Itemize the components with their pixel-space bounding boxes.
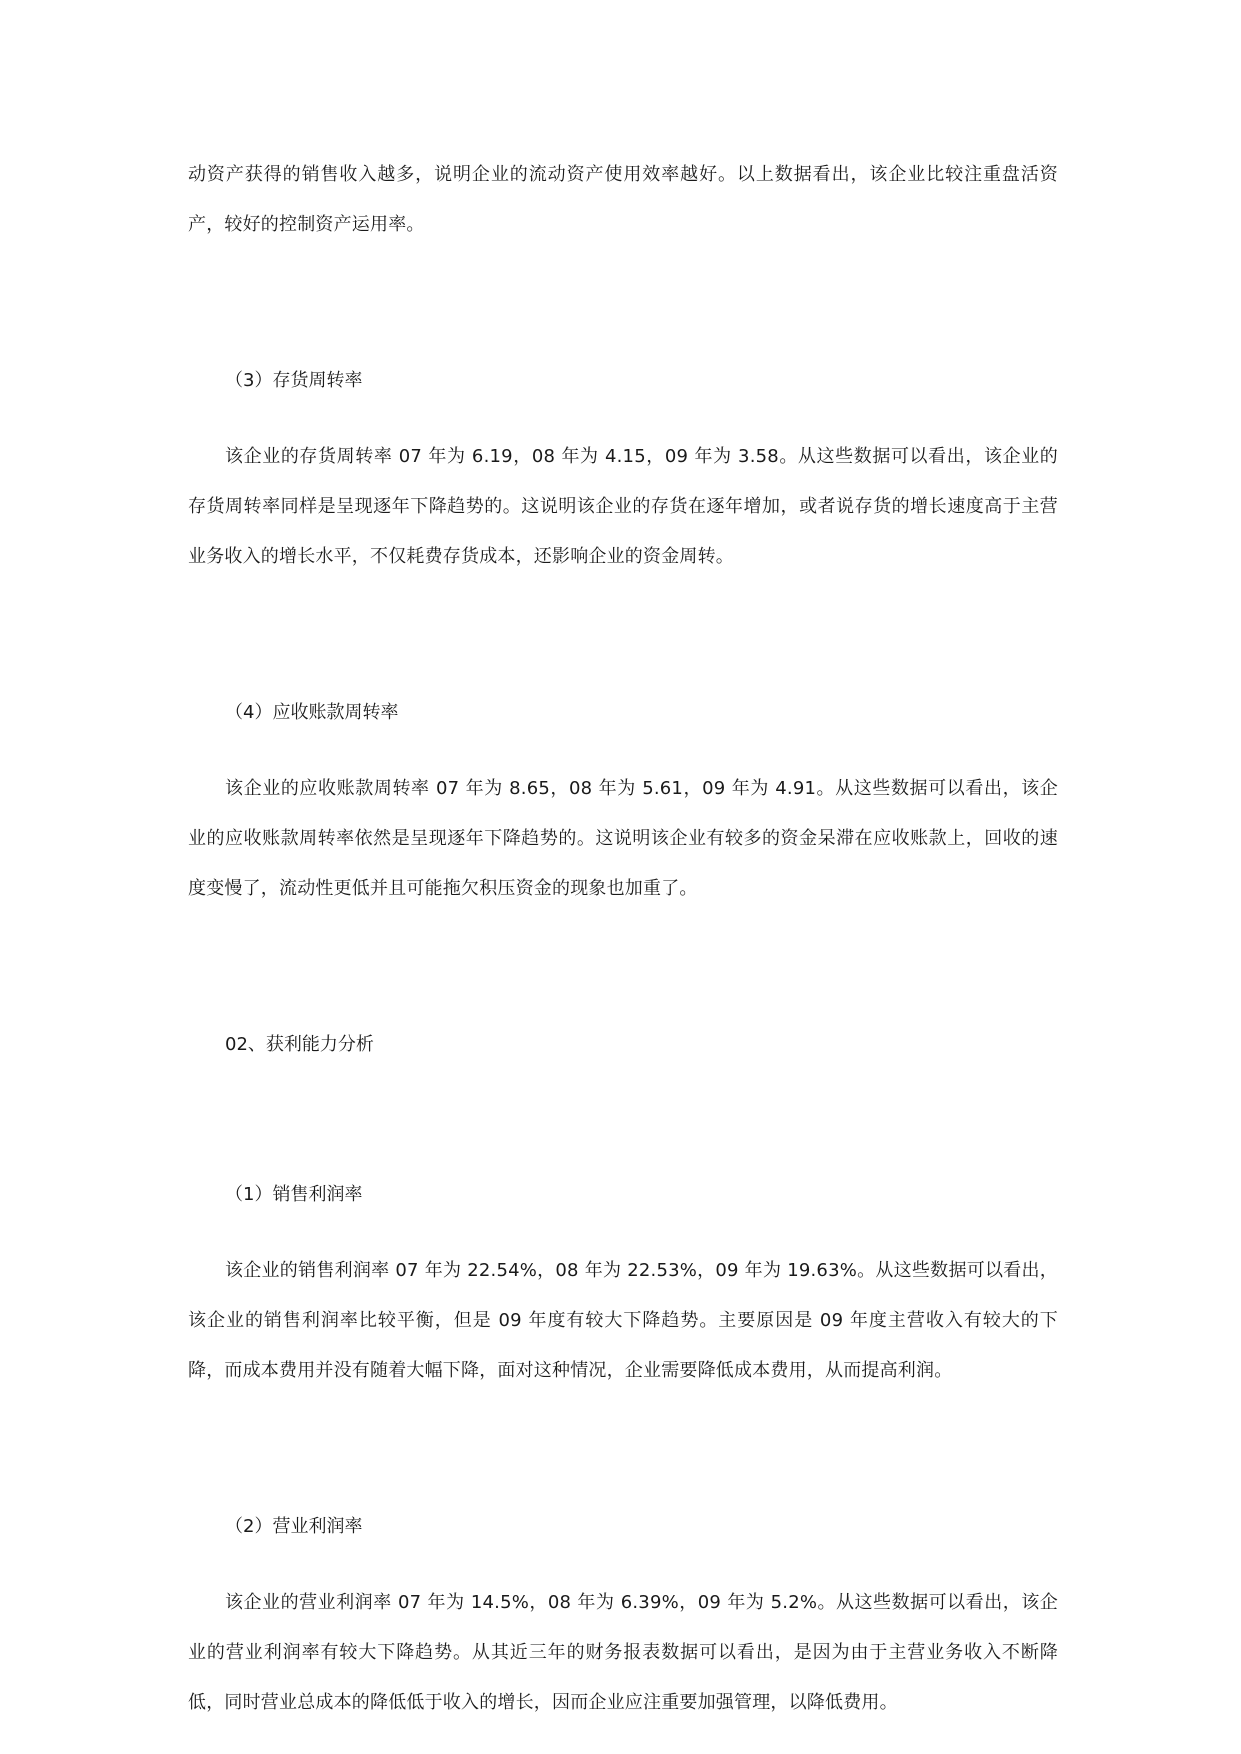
spacer	[188, 914, 1058, 1020]
inventory-turnover-heading: （3）存货周转率	[225, 370, 363, 391]
profitability-section-heading: 02、获利能力分析	[225, 1034, 374, 1055]
spacer	[188, 582, 1058, 688]
spacer	[188, 738, 1058, 764]
spacer	[188, 1552, 1058, 1578]
spacer	[188, 1220, 1058, 1246]
document-body	[188, 150, 1058, 1728]
sales-margin-paragraph: 该企业的销售利润率 07 年为 22.54%，08 年为 22.53%，09 年为 19.63%。从这些数据可以看出，该企业的销售利润率比较平衡，但是 09 年度有较大下降趋势。主要原因是 09 年度主营收入有较大的下降，而成本费用并没有随着大幅下降，面对这种情况，企业需要降低成本费用，从而提高利润。	[188, 1260, 1058, 1381]
spacer	[188, 1396, 1058, 1502]
receivable-turnover-heading: （4）应收账款周转率	[225, 702, 399, 723]
intro-paragraph: 动资产获得的销售收入越多，说明企业的流动资产使用效率越好。以上数据看出，该企业比较注重盘活资产，较好的控制资产运用率。	[188, 164, 1058, 235]
spacer	[188, 1070, 1058, 1170]
sales-margin-heading: （1）销售利润率	[225, 1184, 363, 1205]
receivable-turnover-paragraph: 该企业的应收账款周转率 07 年为 8.65，08 年为 5.61，09 年为 4.91。从这些数据可以看出，该企业的应收账款周转率依然是呈现逐年下降趋势的。这说明该企业有较多的资金呆滞在应收账款上，回收的速度变慢了，流动性更低并且可能拖欠积压资金的现象也加重了。	[188, 778, 1058, 899]
spacer	[188, 406, 1058, 432]
operating-margin-paragraph: 该企业的营业利润率 07 年为 14.5%，08 年为 6.39%，09 年为 5.2%。从这些数据可以看出，该企业的营业利润率有较大下降趋势。从其近三年的财务报表数据可以看出，是因为由于主营业务收入不断降低，同时营业总成本的降低低于收入的增长，因而企业应注重要加强管理，以降低费用。	[188, 1592, 1058, 1713]
inventory-turnover-paragraph: 该企业的存货周转率 07 年为 6.19，08 年为 4.15，09 年为 3.58。从这些数据可以看出，该企业的存货周转率同样是呈现逐年下降趋势的。这说明该企业的存货在逐年增加，或者说存货的增长速度高于主营业务收入的增长水平，不仅耗费存货成本，还影响企业的资金周转。	[188, 446, 1058, 567]
spacer	[188, 250, 1058, 356]
operating-margin-heading: （2）营业利润率	[225, 1516, 363, 1537]
